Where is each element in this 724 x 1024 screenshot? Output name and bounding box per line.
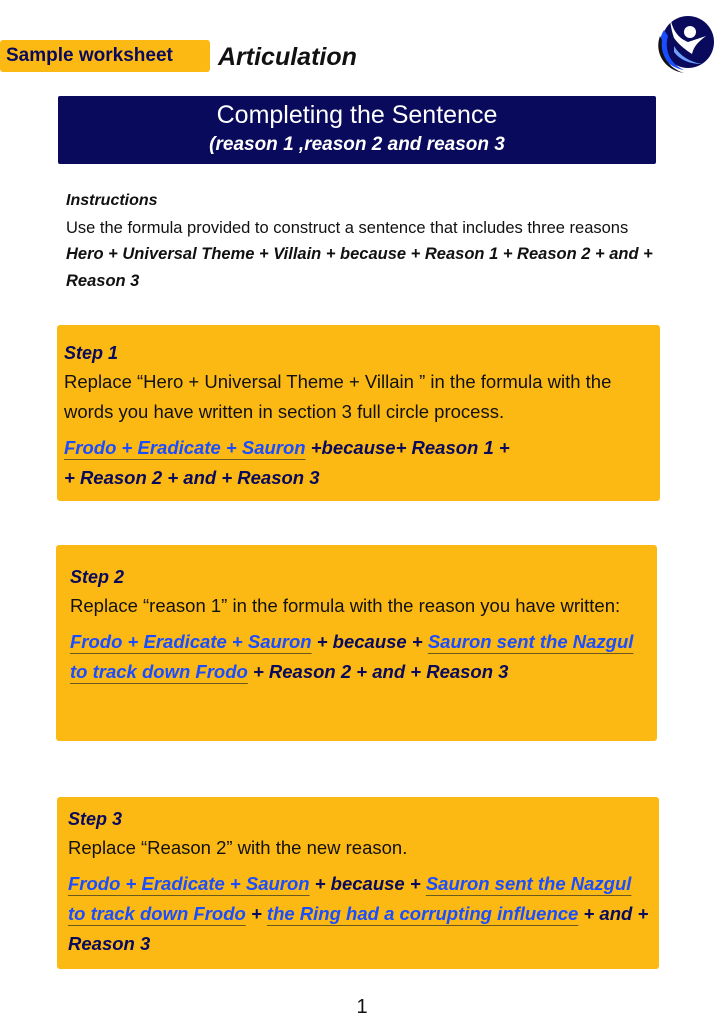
step-3-filled-answer-3: the Ring had a corrupting influence [266, 903, 579, 924]
instructions-section [66, 188, 666, 294]
step-1-formula-rest-2: + Reason 2 + and + Reason 3 [64, 467, 320, 488]
title-banner [58, 96, 656, 164]
step-3-filled-answer-1: Frodo + Eradicate + Sauron [68, 873, 310, 894]
step-2-title: Step 2 [70, 567, 125, 587]
step-2-formula [70, 627, 647, 687]
step-2-formula-rest: + Reason 2 + and + Reason 3 [247, 661, 509, 682]
step-3-formula-rest: + and + Reason 3 [68, 903, 649, 954]
step-2-filled-answer-2: Sauron sent the Nazgul to track down Frodo [70, 631, 634, 682]
step-1-formula-rest: +because+ Reason 1 + [305, 437, 510, 458]
step-2-filled-answer-1: Frodo + Eradicate + Sauron [70, 631, 312, 652]
step-3-description: Replace “Reason 2” with the new reason. [68, 837, 408, 858]
step-1-description: Replace “Hero + Universal Theme + Villain ” in the formula with the words you have written in section 3 full circle process. [64, 371, 612, 422]
step-3-formula [68, 869, 651, 959]
step-1-filled-answer: Frodo + Eradicate + Sauron [64, 437, 306, 458]
instructions-text [66, 215, 666, 295]
banner-title: Completing the Sentence [216, 101, 498, 129]
person-swoosh-logo-icon [650, 10, 716, 76]
instructions-formula: Hero + Universal Theme + Villain + because + Reason 1 + Reason 2 + and + Reason 3 [66, 245, 653, 290]
banner-subtitle: (reason 1 ,reason 2 and reason 3 [209, 134, 505, 155]
subject-title: Articulation [218, 43, 357, 71]
page-number: 1 [356, 996, 368, 1018]
step-2-description: Replace “reason 1” in the formula with the reason you have written: [70, 595, 621, 616]
step-1-card [57, 325, 660, 501]
instructions-heading: Instructions [66, 192, 158, 209]
sample-worksheet-tag: Sample worksheet [0, 40, 210, 72]
step-3-title: Step 3 [68, 809, 123, 829]
step-3-card [57, 797, 659, 969]
step-1-title: Step 1 [64, 343, 119, 363]
step-2-card [56, 545, 657, 741]
instructions-plain: Use the formula provided to construct a sentence that includes three reasons [66, 218, 629, 237]
step-3-because: + because + [309, 873, 426, 894]
step-3-plus: + [245, 903, 267, 924]
step-3-filled-answer-2: Sauron sent the Nazgul to track down Frodo [68, 873, 632, 924]
step-2-because: + because + [311, 631, 428, 652]
step-1-formula [64, 433, 650, 493]
